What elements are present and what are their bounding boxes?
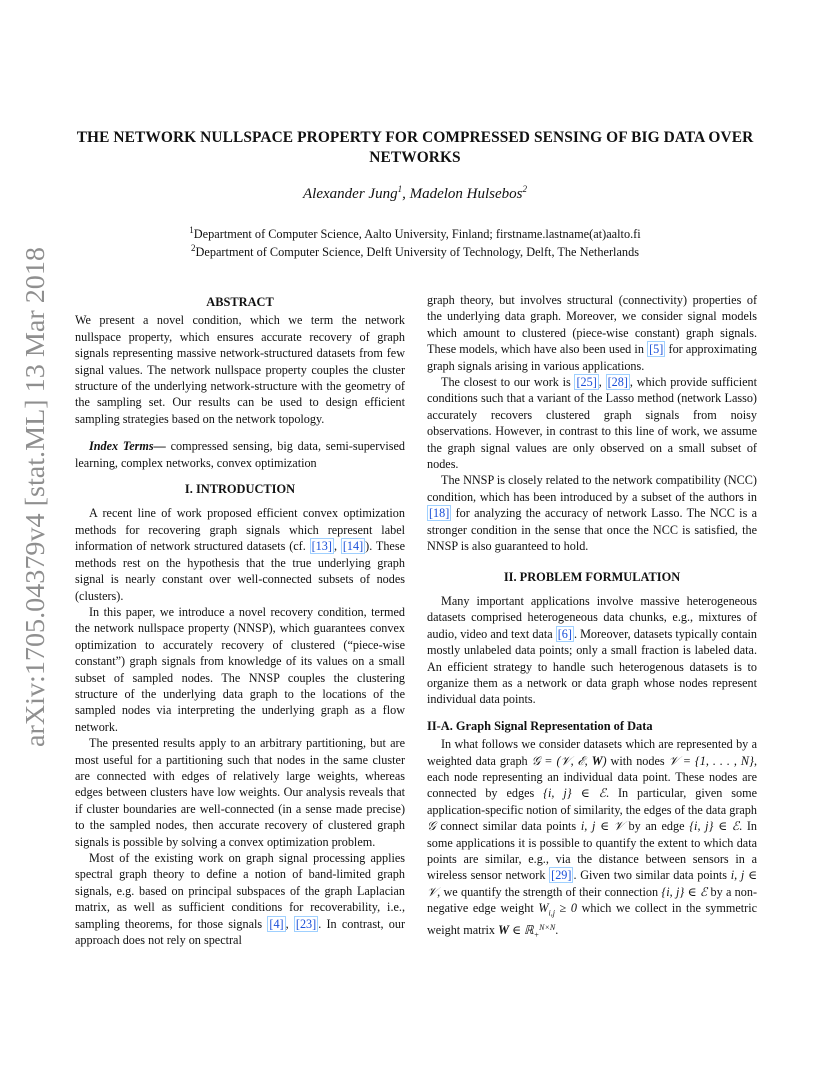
intro-paragraph-4 bbox=[75, 850, 405, 948]
subsection-paragraph bbox=[427, 736, 757, 944]
citation-link[interactable]: [18] bbox=[429, 506, 450, 521]
math-graph-def: 𝒢 = (𝒱, ℰ, W) bbox=[531, 753, 607, 768]
subsection-heading: II-A. Graph Signal Representation of Data bbox=[427, 718, 653, 733]
text-run: with nodes bbox=[606, 753, 669, 768]
text-run: , bbox=[333, 539, 341, 554]
text-run: by an edge bbox=[623, 819, 690, 834]
intro-continued-3 bbox=[427, 472, 757, 554]
citation-link[interactable]: [13] bbox=[311, 539, 332, 554]
citation-link[interactable]: [29] bbox=[551, 868, 572, 883]
index-terms-text: compressed sensing, big data, semi-supervised learning, complex networks, convex optimization bbox=[75, 439, 405, 470]
text-run: In what follows we consider datasets which are represented by a weighted data graph bbox=[427, 737, 757, 768]
math-graph: 𝒢 bbox=[427, 819, 436, 834]
affiliation-2 bbox=[60, 245, 770, 260]
text-run: connect similar data points bbox=[435, 819, 581, 834]
math-nodes: i, j ∈ 𝒱 bbox=[427, 868, 758, 899]
text-run: . In some applications it is possible to quantify the extent to which data points are similar, e.g., via the distance between sensors in a wireless sensor network bbox=[427, 819, 758, 883]
citation-link[interactable]: [28] bbox=[607, 375, 628, 390]
citation-link[interactable]: [23] bbox=[295, 916, 317, 931]
text-run: by a non-negative edge weight bbox=[427, 884, 758, 916]
intro-paragraph-2: In this paper, we introduce a novel recovery condition, termed the network nullspace property (NNSP), which guarantees convex optimization to accurately recovery of clustered (“piece-wise constant”) graph signals from knowledge of its values on a small subset of sampled nodes. The NNSP couples the clustering structure of the underlying data graph to the locations of the sampled nodes via interpreting the underlying graph as a flow network. bbox=[75, 604, 405, 734]
math-edge: {i, j} ∈ ℰ bbox=[689, 819, 740, 834]
intro-continued-2 bbox=[427, 374, 757, 472]
citation-link[interactable]: [6] bbox=[557, 626, 572, 641]
citation-link[interactable]: [14] bbox=[342, 539, 364, 554]
text-run: ). These methods rest on the hypothesis that the true underlying graph signal is nearly constant over well-connected subsets of nodes (clusters). bbox=[75, 539, 405, 603]
math-edge: {i, j} ∈ ℰ bbox=[543, 786, 606, 801]
text-run: . In particular, given some application-specific notion of similarity, the edges of the data graph bbox=[427, 786, 757, 817]
affiliation-1-sup: 1 bbox=[189, 225, 194, 235]
math-edge: {i, j} ∈ ℰ bbox=[661, 884, 708, 899]
index-terms-label: Index Terms— bbox=[89, 439, 166, 454]
text-run: The closest to our work is bbox=[441, 375, 575, 390]
problem-paragraph-1 bbox=[427, 593, 757, 708]
text-run: graph theory, but involves structural (connectivity) properties of the underlying data graph. Moreover, we consider signal models which amount to clustered (piece-wise constant) graph signals. These models, which have also been used in bbox=[427, 293, 757, 357]
index-terms bbox=[75, 438, 405, 471]
citation-link[interactable]: [4] bbox=[269, 916, 284, 931]
text-run: Many important applications involve massive heterogeneous datasets comprised heterogeneous data chunks, e.g., mixtures of audio, video and text data bbox=[427, 593, 757, 641]
intro-continued-1 bbox=[427, 292, 757, 374]
abstract-heading: ABSTRACT bbox=[206, 295, 274, 309]
abstract-text: We present a novel condition, which we term the network nullspace property, which ensures accurate recovery of graph signals representing massive network-structured datasets from few signal values. The network nullspace property couples the cluster structure of the underlying network-structure with the geometry of the sampling set. Our results can be used to design efficient sampling strategies based on the network topology. bbox=[75, 313, 405, 426]
text-run: for analyzing the accuracy of network Lasso. The NCC is a stronger condition in the sense that once the NCC is satisfied, the NNSP is also guaranteed to hold. bbox=[427, 506, 757, 554]
text-run: . Given two similar data points bbox=[573, 868, 731, 883]
right-column bbox=[427, 292, 757, 944]
author-list: Alexander Jung$^1$, Madelon Hulsebos$^2$ bbox=[303, 184, 527, 202]
intro-paragraph-1 bbox=[75, 505, 405, 603]
math-node-set: 𝒱 = {1, . . . , N} bbox=[668, 753, 754, 768]
math-weight: $W_{i,j} \ge 0$ bbox=[538, 901, 577, 918]
text-run: . In contrast, our approach does not rely on spectral bbox=[75, 916, 406, 948]
arxiv-watermark bbox=[20, 244, 50, 749]
paper-title: THE NETWORK NULLSPACE PROPERTY FOR COMPRESSED SENSING OF BIG DATA OVER NETWORKS bbox=[76, 129, 754, 166]
math-weight-matrix: W ∈ ℝ$_+^{N\times N}$ bbox=[498, 923, 556, 940]
text-run: which we collect in the symmetric weight matrix bbox=[427, 901, 757, 938]
math-nodes: i, j ∈ 𝒱 bbox=[580, 819, 624, 834]
author-1: Alexander Jung bbox=[303, 186, 398, 202]
affiliation-2-text: Department of Computer Science, Delft University of Technology, Delft, The Netherlands bbox=[195, 245, 640, 259]
text-run: Most of the existing work on graph signal processing applies spectral graph theory to define a notion of band-limited graph signals, e.g. based on principal subspaces of the graph Laplacian matrix, as well as sufficient conditions for recoverability, i.e., sampling theorems, for those signals bbox=[75, 851, 405, 931]
affiliation-1 bbox=[60, 227, 770, 242]
text-run: , we quantify the strength of their connection bbox=[437, 884, 662, 899]
left-column bbox=[75, 292, 405, 948]
problem-heading: II. PROBLEM FORMULATION bbox=[503, 569, 681, 584]
text-run: The NNSP is closely related to the network compatibility (NCC) condition, which has been introduced by a subset of the authors in bbox=[427, 473, 757, 504]
intro-heading: I. INTRODUCTION bbox=[184, 482, 296, 497]
citation-link[interactable]: [25] bbox=[576, 375, 597, 390]
arxiv-identifier: arXiv:1705.04379v4 [stat.ML] 13 Mar 2018 bbox=[20, 267, 50, 747]
text-run: , which provide sufficient conditions such that a variant of the Lasso method (network Lasso) accurately recovers clustered graph signals from noisy observations. However, in contrast to this line of work, we assume the graph signal values are only observed on a small subset of nodes. bbox=[427, 375, 757, 472]
text-run: for approximating graph signals arising in various applications. bbox=[427, 342, 757, 373]
text-run: , bbox=[285, 916, 294, 931]
affiliation-2-sup: 2 bbox=[190, 243, 196, 253]
text-run: , bbox=[598, 375, 606, 390]
author-1-sup: 1 bbox=[397, 184, 403, 194]
intro-paragraph-3: The presented results apply to an arbitrary partitioning, but are most useful for a partitioning such that nodes in the same cluster are connected with edges of relatively large weights, whereas edges between clusters have low weights. Our analysis reveals that if cluster boundaries are well-connected (in a sense made precise) to the sampled nodes, then accurate recovery of clustered graph signals is possible by solving a convex optimization problem. bbox=[75, 736, 405, 849]
citation-link[interactable]: [5] bbox=[649, 342, 664, 357]
author-2-sup: 2 bbox=[522, 184, 527, 194]
text-run: , each node representing an individual data point. These nodes are connected by edges bbox=[427, 753, 757, 801]
text-run: . Moreover, datasets typically contain mostly unlabeled data points; only a small fraction is labeled data. An efficient strategy to handle such heterogenous datasets is to organize them as a network or data graph whose nodes represent individual data points. bbox=[427, 626, 757, 707]
author-2: Madelon Hulsebos bbox=[409, 186, 523, 202]
text-run: A recent line of work proposed efficient convex optimization methods for recovering graph signals which represent label information of network structured datasets (cf. bbox=[75, 506, 405, 554]
affiliation-1-text: Department of Computer Science, Aalto University, Finland; firstname.lastname(at)aalto.fi bbox=[193, 227, 641, 241]
text-run: . bbox=[555, 923, 559, 938]
